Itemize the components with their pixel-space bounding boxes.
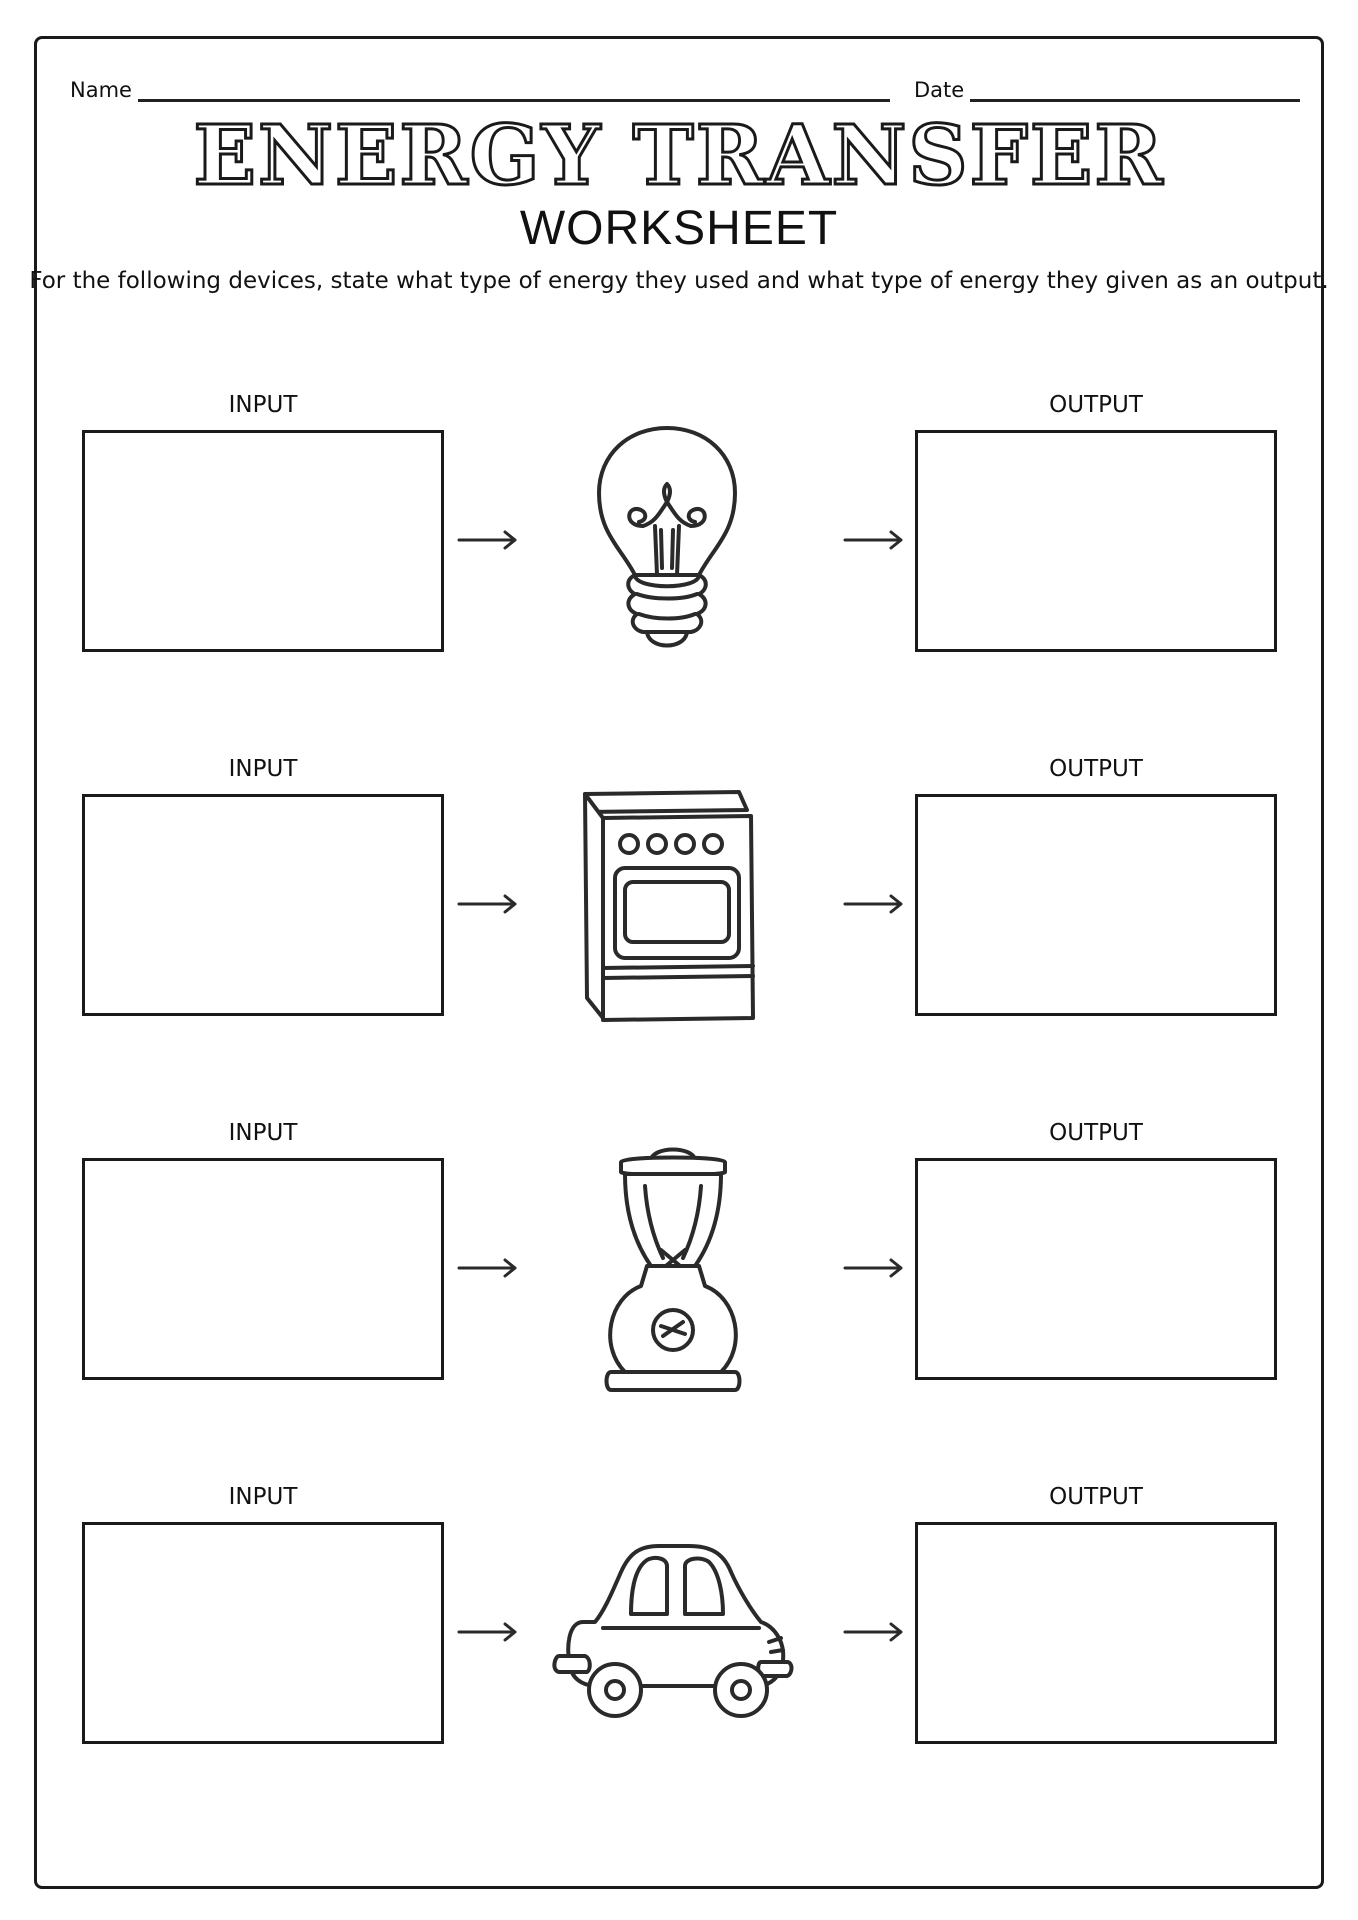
date-field[interactable]	[914, 68, 1300, 102]
transfer-row-4	[0, 1482, 1358, 1782]
name-field[interactable]	[70, 68, 890, 102]
output-label: OUTPUT	[1049, 1484, 1143, 1510]
name-line[interactable]	[138, 77, 890, 102]
arrow-right-icon	[457, 525, 519, 555]
transfer-row-1	[0, 390, 1358, 690]
output-answer-box[interactable]	[915, 430, 1277, 652]
input-label: INPUT	[228, 756, 298, 782]
output-label: OUTPUT	[1049, 756, 1143, 782]
arrow-right-icon	[457, 1617, 519, 1647]
stove-oven-icon	[525, 782, 833, 1032]
output-answer-box[interactable]	[915, 794, 1277, 1016]
transfer-row-3	[0, 1118, 1358, 1418]
arrow-right-icon	[843, 889, 905, 919]
light-bulb-icon	[525, 418, 833, 668]
arrow-right-icon	[843, 525, 905, 555]
arrow-right-icon	[843, 1253, 905, 1283]
car-icon	[525, 1510, 833, 1760]
arrow-right-icon	[457, 889, 519, 919]
arrow-right-icon	[457, 1253, 519, 1283]
input-label: INPUT	[228, 1484, 298, 1510]
instructions-text: For the following devices, state what type of energy they used and what type of energy they given as an output.	[29, 268, 1329, 294]
output-answer-box[interactable]	[915, 1158, 1277, 1380]
output-answer-box[interactable]	[915, 1522, 1277, 1744]
blender-icon	[525, 1146, 833, 1396]
input-answer-box[interactable]	[82, 1158, 444, 1380]
output-label: OUTPUT	[1049, 1120, 1143, 1146]
input-answer-box[interactable]	[82, 430, 444, 652]
input-label: INPUT	[228, 1120, 298, 1146]
input-answer-box[interactable]	[82, 1522, 444, 1744]
name-label: Name	[70, 78, 132, 102]
output-label: OUTPUT	[1049, 392, 1143, 418]
input-label: INPUT	[228, 392, 298, 418]
worksheet-subtitle: WORKSHEET	[519, 202, 839, 255]
worksheet-title: ENERGY TRANSFER	[193, 108, 1165, 204]
date-line[interactable]	[970, 77, 1300, 102]
date-label: Date	[914, 78, 965, 102]
arrow-right-icon	[843, 1617, 905, 1647]
transfer-row-2	[0, 754, 1358, 1054]
input-answer-box[interactable]	[82, 794, 444, 1016]
